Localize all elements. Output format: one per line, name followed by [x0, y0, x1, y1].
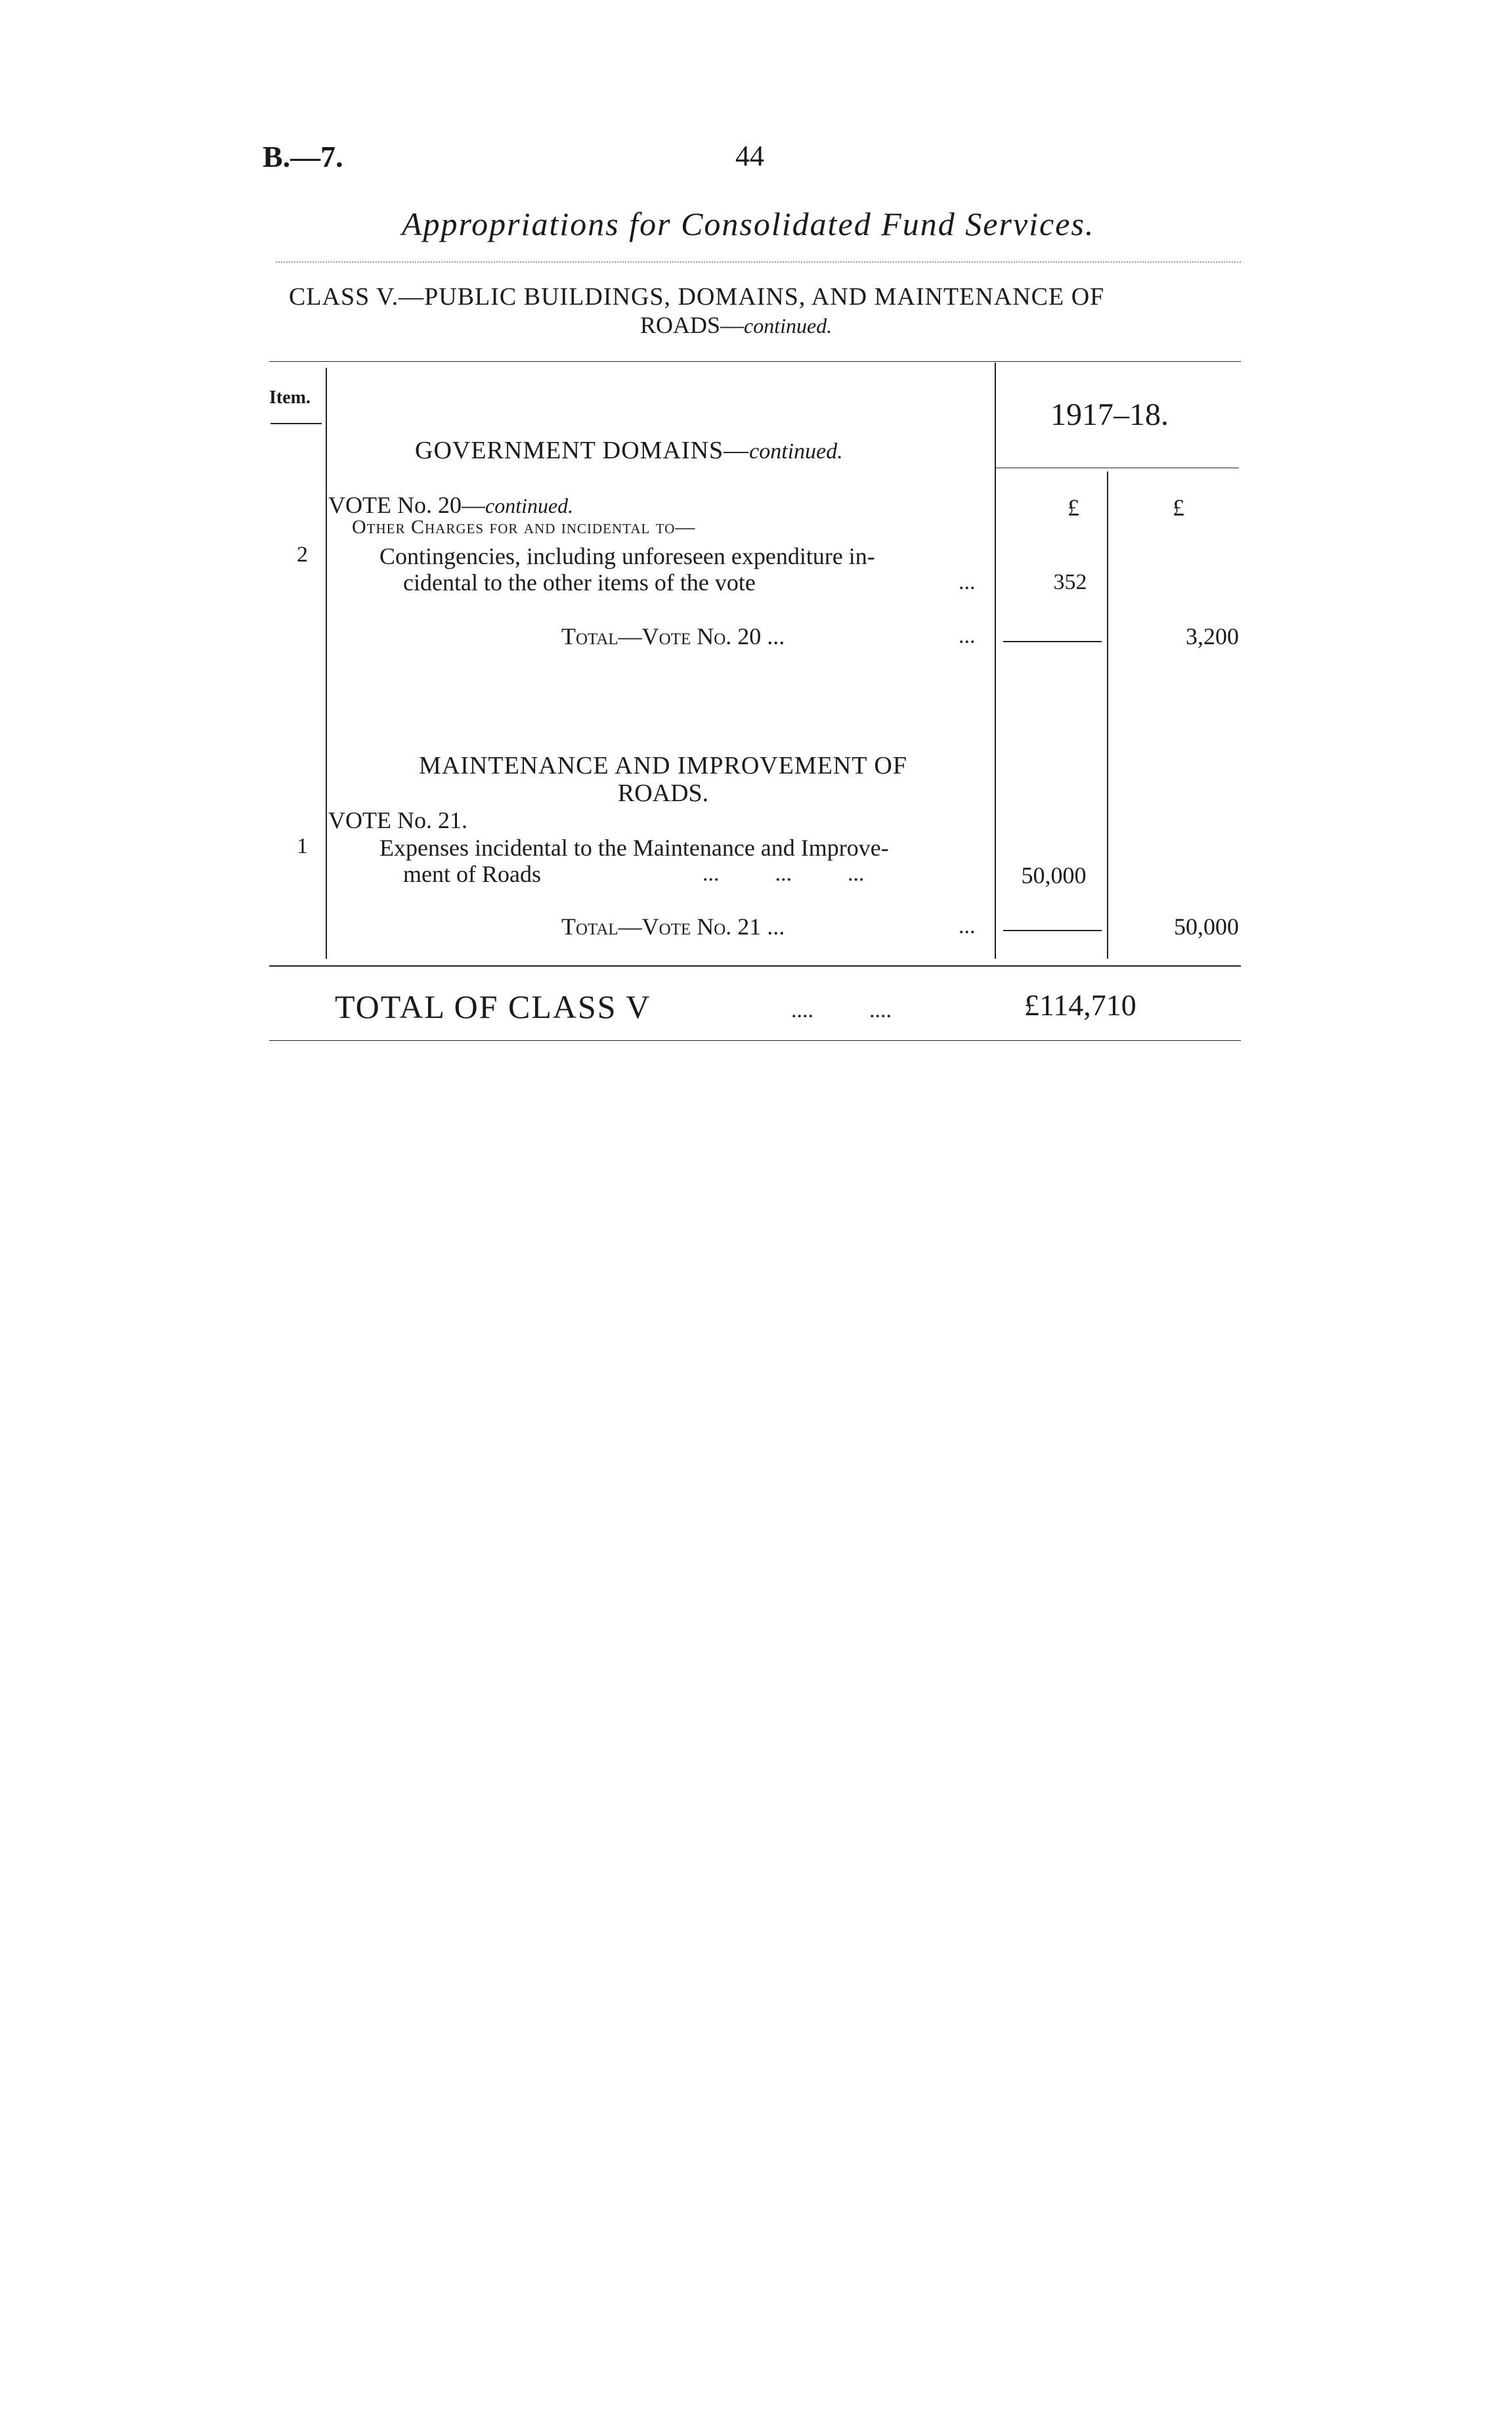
other-charges-subheading: Other Charges for and incidental to—	[352, 516, 696, 538]
amount-subcolumn-divider	[1107, 471, 1108, 959]
item-2-number: 2	[297, 542, 308, 567]
total-vote-20-rule	[1003, 641, 1102, 642]
grand-total-dots: .... ....	[791, 998, 892, 1022]
vote-21-heading: VOTE No. 21.	[328, 807, 467, 833]
item-2-amount: 352	[1053, 570, 1087, 594]
item-2-dots: ...	[959, 570, 976, 594]
government-domains-heading	[415, 436, 843, 465]
item-header-underline	[270, 423, 322, 424]
item-1-dots: ... ... ...	[702, 862, 865, 886]
government-domains-heading-main: GOVERNMENT DOMAINS—	[415, 437, 750, 464]
maintenance-heading-line2: ROADS.	[617, 779, 709, 807]
item-1-description-line1: Expenses incidental to the Maintenance and Improve-	[379, 835, 889, 861]
vote-20-heading-italic: continued.	[485, 494, 574, 517]
item-column-header: Item.	[269, 387, 311, 408]
vote-20-heading	[328, 491, 573, 519]
grand-total-amount: £114,710	[1024, 988, 1136, 1022]
grand-total-bottom-rule	[269, 1040, 1241, 1041]
total-vote-20-dots: ...	[959, 624, 976, 648]
document-reference: B.—7.	[263, 140, 343, 173]
total-vote-21-dots: ...	[959, 914, 976, 938]
class-heading-line2-main: ROADS—	[640, 312, 745, 338]
maintenance-heading-line1: MAINTENANCE AND IMPROVEMENT OF	[419, 752, 907, 779]
item-2-description-line2: cidental to the other items of the vote	[403, 569, 756, 596]
grand-total-label: TOTAL OF CLASS V	[335, 988, 651, 1025]
title-rule	[276, 261, 1241, 263]
item-1-amount: 50,000	[1021, 862, 1087, 888]
currency-left: £	[1068, 494, 1079, 521]
total-vote-21-label: Total—Vote No. 21 ...	[561, 913, 785, 940]
class-heading-line1: CLASS V.—PUBLIC BUILDINGS, DOMAINS, AND MAINTENANCE OF	[289, 283, 1105, 311]
item-1-description-line2: ment of Roads	[403, 861, 541, 887]
total-vote-21-amount: 50,000	[1174, 913, 1239, 940]
item-1-number: 1	[297, 834, 308, 858]
table-top-rule	[269, 361, 1241, 362]
item-2-description-line1: Contingencies, including unforeseen expenditure in-	[379, 543, 875, 569]
vote-20-heading-main: VOTE No. 20—	[328, 492, 485, 518]
item-column-divider	[326, 368, 327, 959]
page-number: 44	[735, 140, 764, 172]
currency-right: £	[1173, 494, 1184, 521]
government-domains-heading-italic: continued.	[749, 439, 843, 464]
amount-column-divider	[995, 362, 996, 959]
class-heading-line2-italic: continued.	[744, 314, 832, 338]
class-heading-line2	[640, 311, 832, 339]
year-header: 1917–18.	[1050, 397, 1169, 432]
grand-total-top-rule	[269, 965, 1241, 967]
total-vote-21-rule	[1003, 930, 1102, 931]
total-vote-20-label: Total—Vote No. 20 ...	[561, 623, 785, 649]
total-vote-20-amount: 3,200	[1186, 623, 1239, 649]
page-title: Appropriations for Consolidated Fund Services.	[402, 206, 1095, 242]
